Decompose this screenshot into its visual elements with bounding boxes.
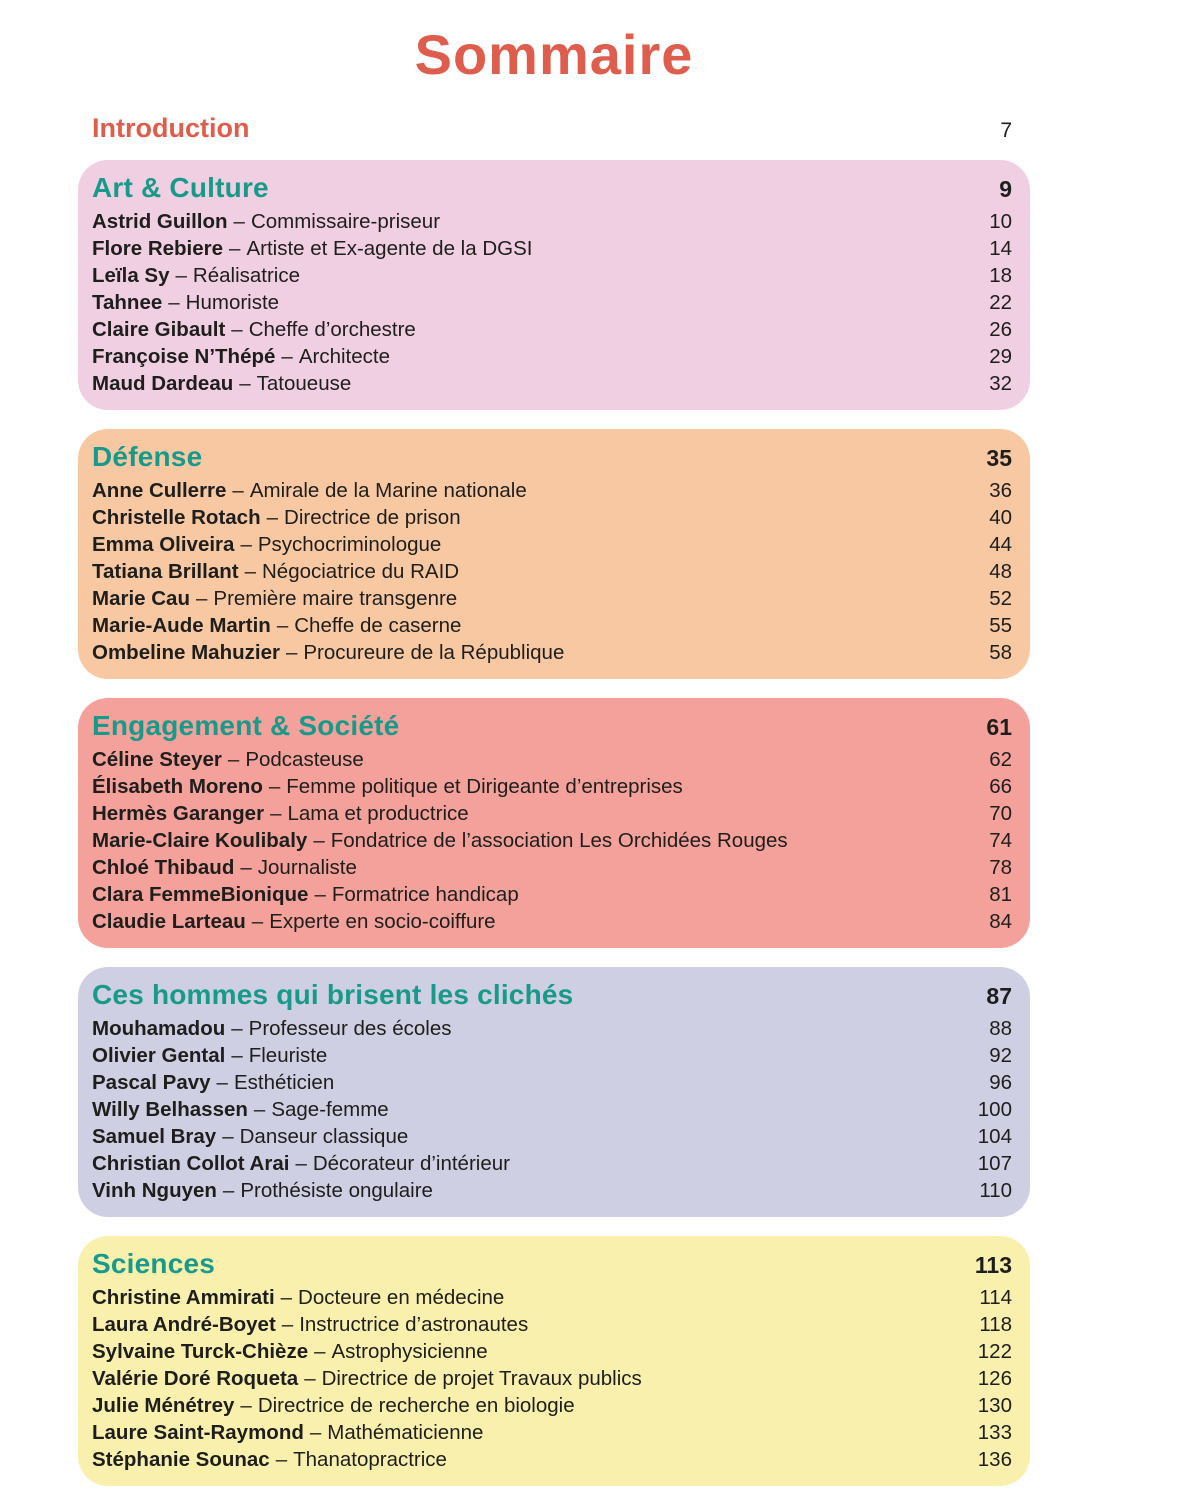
toc-entry bbox=[92, 1446, 1012, 1473]
toc-section bbox=[78, 1236, 1030, 1486]
entry-text bbox=[92, 504, 461, 531]
entry-dash: – bbox=[231, 1044, 243, 1067]
entry-dash: – bbox=[239, 372, 251, 395]
toc-entry bbox=[92, 343, 1012, 370]
entry-name: Tahnee bbox=[92, 291, 163, 314]
entry-name: Olivier Gental bbox=[92, 1044, 226, 1067]
entry-name: Élisabeth Moreno bbox=[92, 775, 263, 798]
entry-dash: – bbox=[175, 264, 187, 287]
entry-page-number: 14 bbox=[989, 237, 1012, 260]
entry-dash: – bbox=[222, 1125, 234, 1148]
section-entries bbox=[92, 1015, 1012, 1204]
entry-text bbox=[92, 289, 279, 316]
intro-label: Introduction bbox=[92, 113, 250, 143]
entry-page-number: 110 bbox=[979, 1179, 1012, 1202]
toc-entry bbox=[92, 854, 1012, 881]
entry-page-number: 136 bbox=[977, 1448, 1012, 1471]
entry-text bbox=[92, 531, 441, 558]
entry-page-number: 32 bbox=[989, 372, 1012, 395]
entry-dash: – bbox=[268, 775, 281, 798]
entry-dash: – bbox=[295, 1152, 307, 1175]
entry-text bbox=[92, 854, 357, 881]
entry-page-number: 70 bbox=[989, 802, 1012, 825]
toc-entry bbox=[92, 1392, 1012, 1419]
entry-role: Réalisatrice bbox=[192, 264, 301, 287]
entry-name: Julie Ménétrey bbox=[92, 1394, 235, 1417]
entry-page-number: 74 bbox=[989, 829, 1012, 852]
toc-entry bbox=[92, 1284, 1012, 1311]
entry-name: Claudie Larteau bbox=[92, 910, 246, 933]
entry-text bbox=[92, 1042, 327, 1069]
entry-name: Claire Gibault bbox=[92, 318, 226, 341]
entry-role: Fleuriste bbox=[248, 1044, 328, 1067]
entry-text bbox=[92, 1392, 575, 1419]
entry-role: Experte en socio-coiffure bbox=[269, 910, 496, 933]
entry-page-number: 48 bbox=[989, 560, 1012, 583]
toc-section bbox=[78, 967, 1030, 1217]
entry-dash: – bbox=[240, 856, 252, 879]
entry-dash: – bbox=[168, 291, 180, 314]
section-page-number: 87 bbox=[986, 983, 1012, 1009]
entry-text bbox=[92, 1177, 433, 1204]
entry-page-number: 26 bbox=[989, 318, 1012, 341]
entry-dash: – bbox=[231, 318, 243, 341]
toc-entry bbox=[92, 800, 1012, 827]
entry-role: Tatoueuse bbox=[256, 372, 352, 395]
entry-text bbox=[92, 262, 300, 289]
intro-page-number: 7 bbox=[1000, 119, 1012, 142]
toc-entry bbox=[92, 881, 1012, 908]
section-title: Défense bbox=[92, 441, 203, 472]
entry-text bbox=[92, 1069, 334, 1096]
toc-entry bbox=[92, 289, 1012, 316]
entry-role: Sage-femme bbox=[271, 1098, 389, 1121]
toc-entry bbox=[92, 612, 1012, 639]
section-entries bbox=[92, 208, 1012, 397]
toc-entry bbox=[92, 316, 1012, 343]
entry-page-number: 62 bbox=[989, 748, 1012, 771]
entry-role: Instructrice d’astronautes bbox=[299, 1313, 529, 1336]
entry-page-number: 114 bbox=[979, 1286, 1012, 1309]
entry-dash: – bbox=[304, 1367, 316, 1390]
entry-dash: – bbox=[244, 560, 256, 583]
entry-text bbox=[92, 639, 564, 666]
entry-text bbox=[92, 1446, 447, 1473]
entry-page-number: 100 bbox=[977, 1098, 1012, 1121]
entry-dash: – bbox=[231, 1017, 243, 1040]
entry-name: Christian Collot Arai bbox=[92, 1152, 290, 1175]
toc-entry bbox=[92, 477, 1012, 504]
entry-text bbox=[92, 1419, 483, 1446]
toc-entry bbox=[92, 208, 1012, 235]
entry-text bbox=[92, 1150, 510, 1177]
entry-page-number: 88 bbox=[989, 1017, 1012, 1040]
entry-role: Architecte bbox=[298, 345, 390, 368]
section-header bbox=[92, 1247, 1012, 1282]
entry-name: Christine Ammirati bbox=[92, 1286, 275, 1309]
entry-page-number: 107 bbox=[977, 1152, 1012, 1175]
entry-dash: – bbox=[195, 587, 208, 610]
entry-page-number: 118 bbox=[979, 1313, 1012, 1336]
toc-entry bbox=[92, 504, 1012, 531]
entry-role: Podcasteuse bbox=[245, 748, 364, 771]
entry-name: Ombeline Mahuzier bbox=[92, 641, 280, 664]
entry-role: Journaliste bbox=[257, 856, 357, 879]
section-header bbox=[92, 978, 1012, 1013]
entry-page-number: 122 bbox=[977, 1340, 1012, 1363]
entry-name: Mouhamadou bbox=[92, 1017, 226, 1040]
entry-text bbox=[92, 1123, 408, 1150]
entry-page-number: 55 bbox=[989, 614, 1012, 637]
toc-entry bbox=[92, 1311, 1012, 1338]
entry-text bbox=[92, 558, 459, 585]
entry-text bbox=[92, 316, 416, 343]
entry-dash: – bbox=[314, 883, 326, 906]
section-title: Sciences bbox=[92, 1248, 216, 1279]
section-entries bbox=[92, 746, 1012, 935]
entry-role: Cheffe d’orchestre bbox=[248, 318, 416, 341]
entry-role: Danseur classique bbox=[239, 1125, 409, 1148]
section-header bbox=[92, 440, 1012, 475]
entry-role: Astrophysicienne bbox=[331, 1340, 488, 1363]
entry-name: Laure Saint-Raymond bbox=[92, 1421, 304, 1444]
entry-role: Formatrice handicap bbox=[331, 883, 519, 906]
toc-content bbox=[78, 0, 1030, 1500]
entry-page-number: 84 bbox=[989, 910, 1012, 933]
entry-page-number: 10 bbox=[989, 210, 1012, 233]
entry-name: Laura André-Boyet bbox=[92, 1313, 276, 1336]
entry-dash: – bbox=[240, 1394, 252, 1417]
section-page-number: 9 bbox=[999, 176, 1012, 202]
toc-entry bbox=[92, 1096, 1012, 1123]
entry-name: Maud Dardeau bbox=[92, 372, 234, 395]
entry-role: Commissaire-priseur bbox=[250, 210, 441, 233]
section-page-number: 113 bbox=[974, 1252, 1012, 1278]
toc-entry bbox=[92, 773, 1012, 800]
entry-role: Directrice de prison bbox=[284, 506, 461, 529]
entry-dash: – bbox=[309, 1421, 322, 1444]
entry-role: Directrice de recherche en biologie bbox=[257, 1394, 575, 1417]
entry-text bbox=[92, 800, 469, 827]
section-title: Art & Culture bbox=[92, 172, 269, 203]
section-page-number: 61 bbox=[986, 714, 1012, 740]
section-header bbox=[92, 171, 1012, 206]
entry-name: Marie Cau bbox=[92, 587, 190, 610]
entry-role: Femme politique et Dirigeante d’entreprises bbox=[286, 775, 683, 798]
entry-dash: – bbox=[222, 1179, 235, 1202]
toc-entry bbox=[92, 746, 1012, 773]
entry-dash: – bbox=[276, 614, 289, 637]
toc-entry bbox=[92, 558, 1012, 585]
entry-name: Clara FemmeBionique bbox=[92, 883, 309, 906]
entry-role: Fondatrice de l’association Les Orchidées Rouges bbox=[330, 829, 788, 852]
entry-page-number: 92 bbox=[989, 1044, 1012, 1067]
entry-page-number: 96 bbox=[989, 1071, 1012, 1094]
toc-section bbox=[78, 698, 1030, 948]
toc-entry bbox=[92, 1123, 1012, 1150]
entry-text bbox=[92, 881, 519, 908]
toc-entry bbox=[92, 1338, 1012, 1365]
entry-role: Mathématicienne bbox=[327, 1421, 484, 1444]
toc-section bbox=[78, 160, 1030, 410]
entry-name: Céline Steyer bbox=[92, 748, 222, 771]
entry-name: Anne Cullerre bbox=[92, 479, 227, 502]
toc-entry bbox=[92, 1042, 1012, 1069]
entry-role: Psychocriminologue bbox=[257, 533, 442, 556]
entry-role: Lama et productrice bbox=[287, 802, 469, 825]
entry-dash: – bbox=[285, 641, 298, 664]
entry-text bbox=[92, 1365, 642, 1392]
entry-name: Hermès Garanger bbox=[92, 802, 265, 825]
entry-dash: – bbox=[232, 479, 244, 502]
entry-page-number: 133 bbox=[977, 1421, 1012, 1444]
toc-entry bbox=[92, 1177, 1012, 1204]
toc-entry bbox=[92, 585, 1012, 612]
entry-page-number: 81 bbox=[989, 883, 1012, 906]
toc-entry bbox=[92, 531, 1012, 558]
entry-name: Christelle Rotach bbox=[92, 506, 261, 529]
entry-page-number: 40 bbox=[989, 506, 1012, 529]
toc-entry bbox=[92, 827, 1012, 854]
entry-dash: – bbox=[280, 1286, 293, 1309]
entry-text bbox=[92, 208, 440, 235]
entry-name: Valérie Doré Roqueta bbox=[92, 1367, 299, 1390]
entry-dash: – bbox=[229, 237, 241, 260]
entry-name: Tatiana Brillant bbox=[92, 560, 239, 583]
entry-text bbox=[92, 477, 527, 504]
entry-text bbox=[92, 1338, 488, 1365]
entry-text bbox=[92, 746, 364, 773]
section-title: Engagement & Société bbox=[92, 710, 400, 741]
entry-page-number: 52 bbox=[989, 587, 1012, 610]
entry-role: Docteure en médecine bbox=[298, 1286, 505, 1309]
entry-page-number: 29 bbox=[989, 345, 1012, 368]
entry-name: Pascal Pavy bbox=[92, 1071, 211, 1094]
toc-entry bbox=[92, 1069, 1012, 1096]
section-header bbox=[92, 709, 1012, 744]
entry-name: Flore Rebiere bbox=[92, 237, 224, 260]
entry-text bbox=[92, 612, 461, 639]
entry-dash: – bbox=[281, 345, 293, 368]
entry-dash: – bbox=[240, 533, 252, 556]
entry-role: Directrice de projet Travaux publics bbox=[321, 1367, 642, 1390]
entry-name: Marie-Claire Koulibaly bbox=[92, 829, 308, 852]
entry-name: Vinh Nguyen bbox=[92, 1179, 217, 1202]
entry-page-number: 44 bbox=[989, 533, 1012, 556]
entry-page-number: 36 bbox=[989, 479, 1012, 502]
entry-page-number: 58 bbox=[989, 641, 1012, 664]
entry-dash: – bbox=[275, 1448, 288, 1471]
toc-entry bbox=[92, 370, 1012, 397]
entry-role: Professeur des écoles bbox=[248, 1017, 452, 1040]
entry-name: Leïla Sy bbox=[92, 264, 170, 287]
toc-sections bbox=[78, 160, 1030, 1486]
entry-text bbox=[92, 908, 496, 935]
entry-text bbox=[92, 1284, 504, 1311]
entry-role: Cheffe de caserne bbox=[294, 614, 462, 637]
toc-entry bbox=[92, 1150, 1012, 1177]
entry-dash: – bbox=[314, 1340, 326, 1363]
entry-text bbox=[92, 773, 683, 800]
entry-role: Négociatrice du RAID bbox=[261, 560, 460, 583]
toc-entry bbox=[92, 262, 1012, 289]
entry-page-number: 130 bbox=[977, 1394, 1012, 1417]
entry-role: Esthéticien bbox=[233, 1071, 335, 1094]
entry-page-number: 78 bbox=[989, 856, 1012, 879]
entry-dash: – bbox=[281, 1313, 294, 1336]
entry-text bbox=[92, 370, 351, 397]
entry-role: Procureure de la République bbox=[303, 641, 565, 664]
entry-text bbox=[92, 585, 457, 612]
entry-dash: – bbox=[233, 210, 245, 233]
section-title: Ces hommes qui brisent les clichés bbox=[92, 979, 574, 1010]
intro-row bbox=[78, 113, 1030, 144]
toc-section bbox=[78, 429, 1030, 679]
toc-entry bbox=[92, 1015, 1012, 1042]
entry-dash: – bbox=[251, 910, 264, 933]
entry-role: Humoriste bbox=[185, 291, 280, 314]
entry-name: Samuel Bray bbox=[92, 1125, 217, 1148]
entry-page-number: 18 bbox=[989, 264, 1012, 287]
page-title: Sommaire bbox=[414, 23, 694, 86]
entry-role: Amirale de la Marine nationale bbox=[249, 479, 527, 502]
entry-text bbox=[92, 1311, 528, 1338]
entry-role: Décorateur d’intérieur bbox=[312, 1152, 510, 1175]
entry-text bbox=[92, 1096, 389, 1123]
entry-page-number: 126 bbox=[977, 1367, 1012, 1390]
entry-dash: – bbox=[227, 748, 240, 771]
toc-entry bbox=[92, 1365, 1012, 1392]
entry-dash: – bbox=[216, 1071, 228, 1094]
entry-dash: – bbox=[266, 506, 279, 529]
section-page-number: 35 bbox=[986, 445, 1012, 471]
section-entries bbox=[92, 1284, 1012, 1473]
entry-name: Astrid Guillon bbox=[92, 210, 228, 233]
section-entries bbox=[92, 477, 1012, 666]
entry-dash: – bbox=[270, 802, 282, 825]
entry-page-number: 66 bbox=[989, 775, 1012, 798]
entry-role: Prothésiste ongulaire bbox=[240, 1179, 433, 1202]
entry-dash: – bbox=[313, 829, 325, 852]
toc-entry bbox=[92, 639, 1012, 666]
entry-text bbox=[92, 235, 532, 262]
entry-text bbox=[92, 1015, 451, 1042]
entry-name: Willy Belhassen bbox=[92, 1098, 248, 1121]
entry-text bbox=[92, 827, 788, 854]
entry-role: Première maire transgenre bbox=[213, 587, 458, 610]
entry-name: Marie-Aude Martin bbox=[92, 614, 271, 637]
entry-name: Françoise N’Thépé bbox=[92, 345, 276, 368]
entry-page-number: 104 bbox=[977, 1125, 1012, 1148]
entry-name: Sylvaine Turck-Chièze bbox=[92, 1340, 309, 1363]
entry-name: Chloé Thibaud bbox=[92, 856, 235, 879]
entry-name: Stéphanie Sounac bbox=[92, 1448, 270, 1471]
entry-name: Emma Oliveira bbox=[92, 533, 235, 556]
entry-text bbox=[92, 343, 390, 370]
toc-entry bbox=[92, 908, 1012, 935]
entry-page-number: 22 bbox=[989, 291, 1012, 314]
toc-entry bbox=[92, 1419, 1012, 1446]
entry-role: Artiste et Ex-agente de la DGSI bbox=[246, 237, 533, 260]
toc-entry bbox=[92, 235, 1012, 262]
entry-dash: – bbox=[253, 1098, 266, 1121]
entry-role: Thanatopractrice bbox=[293, 1448, 447, 1471]
